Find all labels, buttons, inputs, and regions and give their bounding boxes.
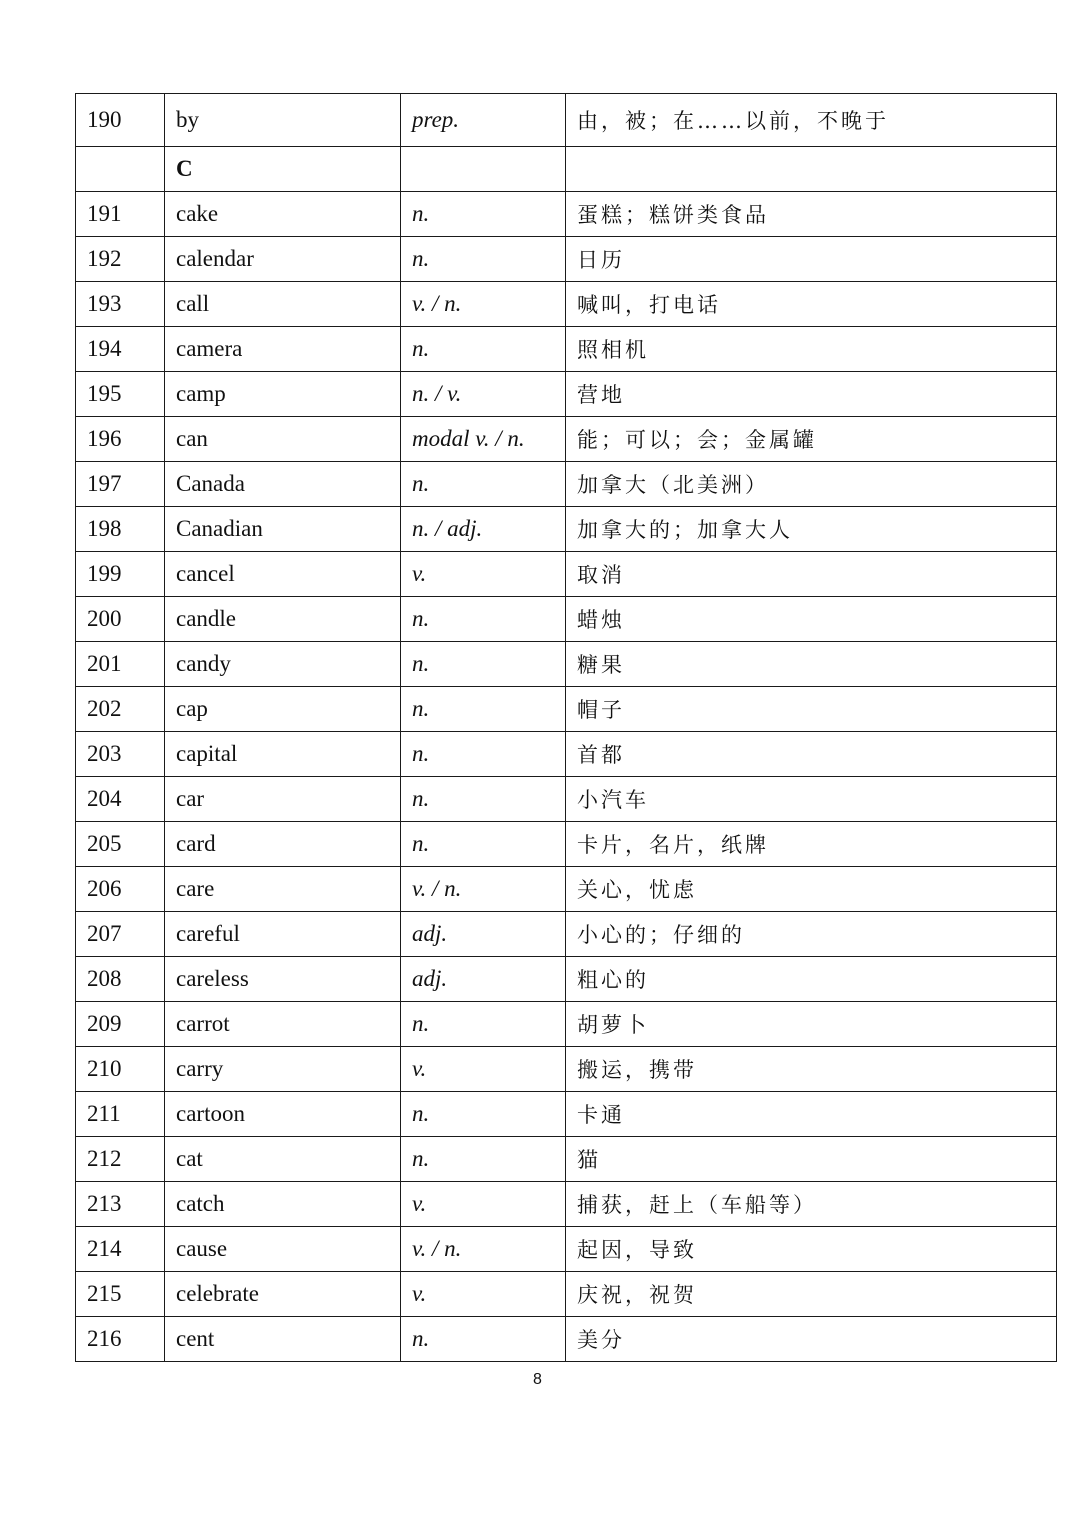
entry-meaning: 喊叫，打电话	[566, 282, 1057, 327]
vocab-row	[76, 94, 1057, 147]
entry-meaning: 日历	[566, 237, 1057, 282]
entry-number: 215	[76, 1272, 165, 1317]
entry-meaning: 关心，忧虑	[566, 867, 1057, 912]
entry-word: cause	[165, 1227, 401, 1272]
entry-number: 206	[76, 867, 165, 912]
entry-word: careless	[165, 957, 401, 1002]
entry-meaning: 蛋糕；糕饼类食品	[566, 192, 1057, 237]
entry-number: 203	[76, 732, 165, 777]
entry-meaning: 糖果	[566, 642, 1057, 687]
section-meaning-cell	[566, 147, 1057, 192]
section-pos-cell	[401, 147, 566, 192]
entry-word: careful	[165, 912, 401, 957]
entry-number: 197	[76, 462, 165, 507]
entry-word: candle	[165, 597, 401, 642]
entry-word: cat	[165, 1137, 401, 1182]
vocab-row	[76, 642, 1057, 687]
entry-word: by	[165, 94, 401, 147]
entry-number: 198	[76, 507, 165, 552]
entry-number: 201	[76, 642, 165, 687]
entry-part-of-speech: n.	[401, 1317, 566, 1362]
entry-number: 210	[76, 1047, 165, 1092]
entry-meaning: 首都	[566, 732, 1057, 777]
entry-part-of-speech: prep.	[401, 94, 566, 147]
entry-part-of-speech: n.	[401, 237, 566, 282]
entry-part-of-speech: v. / n.	[401, 282, 566, 327]
entry-part-of-speech: n.	[401, 192, 566, 237]
vocab-row	[76, 1227, 1057, 1272]
entry-number: 193	[76, 282, 165, 327]
vocab-row	[76, 1272, 1057, 1317]
entry-number: 207	[76, 912, 165, 957]
entry-word: care	[165, 867, 401, 912]
vocab-row	[76, 237, 1057, 282]
vocab-row	[76, 372, 1057, 417]
page-number: 8	[533, 1371, 542, 1388]
entry-meaning: 加拿大的；加拿大人	[566, 507, 1057, 552]
entry-word: celebrate	[165, 1272, 401, 1317]
entry-meaning: 帽子	[566, 687, 1057, 732]
entry-part-of-speech: v. / n.	[401, 1227, 566, 1272]
vocab-row	[76, 1182, 1057, 1227]
entry-part-of-speech: n.	[401, 642, 566, 687]
section-header-row	[76, 147, 1057, 192]
vocab-row	[76, 687, 1057, 732]
vocab-row	[76, 777, 1057, 822]
entry-meaning: 小心的；仔细的	[566, 912, 1057, 957]
entry-number: 190	[76, 94, 165, 147]
entry-part-of-speech: n.	[401, 777, 566, 822]
vocab-row	[76, 462, 1057, 507]
vocab-row	[76, 192, 1057, 237]
entry-word: cancel	[165, 552, 401, 597]
entry-part-of-speech: n.	[401, 1092, 566, 1137]
entry-number: 200	[76, 597, 165, 642]
entry-number: 212	[76, 1137, 165, 1182]
entry-meaning: 由，被；在……以前，不晚于	[566, 94, 1057, 147]
entry-meaning: 蜡烛	[566, 597, 1057, 642]
entry-part-of-speech: n. / v.	[401, 372, 566, 417]
entry-part-of-speech: n.	[401, 1002, 566, 1047]
entry-word: calendar	[165, 237, 401, 282]
entry-part-of-speech: v. / n.	[401, 867, 566, 912]
entry-meaning: 搬运，携带	[566, 1047, 1057, 1092]
entry-meaning: 卡通	[566, 1092, 1057, 1137]
vocab-row	[76, 507, 1057, 552]
entry-part-of-speech: modal v. / n.	[401, 417, 566, 462]
entry-number: 194	[76, 327, 165, 372]
entry-word: car	[165, 777, 401, 822]
vocab-row	[76, 1002, 1057, 1047]
entry-number: 196	[76, 417, 165, 462]
entry-part-of-speech: v.	[401, 1272, 566, 1317]
vocab-row	[76, 282, 1057, 327]
entry-word: cartoon	[165, 1092, 401, 1137]
entry-word: can	[165, 417, 401, 462]
vocab-row	[76, 822, 1057, 867]
section-number-cell	[76, 147, 165, 192]
entry-number: 191	[76, 192, 165, 237]
entry-part-of-speech: n. / adj.	[401, 507, 566, 552]
vocab-row	[76, 552, 1057, 597]
entry-meaning: 取消	[566, 552, 1057, 597]
entry-number: 192	[76, 237, 165, 282]
vocab-row	[76, 957, 1057, 1002]
entry-part-of-speech: n.	[401, 732, 566, 777]
entry-meaning: 粗心的	[566, 957, 1057, 1002]
vocab-row	[76, 417, 1057, 462]
entry-part-of-speech: n.	[401, 822, 566, 867]
entry-meaning: 美分	[566, 1317, 1057, 1362]
entry-meaning: 卡片，名片，纸牌	[566, 822, 1057, 867]
entry-word: card	[165, 822, 401, 867]
entry-word: camera	[165, 327, 401, 372]
entry-meaning: 加拿大（北美洲）	[566, 462, 1057, 507]
entry-word: Canada	[165, 462, 401, 507]
vocab-row	[76, 912, 1057, 957]
entry-part-of-speech: n.	[401, 1137, 566, 1182]
entry-number: 208	[76, 957, 165, 1002]
vocab-row	[76, 1092, 1057, 1137]
section-letter: C	[165, 147, 401, 192]
entry-number: 213	[76, 1182, 165, 1227]
entry-word: capital	[165, 732, 401, 777]
entry-part-of-speech: n.	[401, 597, 566, 642]
vocab-row	[76, 327, 1057, 372]
entry-number: 214	[76, 1227, 165, 1272]
vocabulary-table	[75, 93, 1057, 1362]
entry-number: 209	[76, 1002, 165, 1047]
entry-part-of-speech: adj.	[401, 957, 566, 1002]
entry-part-of-speech: n.	[401, 462, 566, 507]
entry-number: 199	[76, 552, 165, 597]
entry-word: carry	[165, 1047, 401, 1092]
vocab-row	[76, 597, 1057, 642]
entry-part-of-speech: v.	[401, 1182, 566, 1227]
entry-word: call	[165, 282, 401, 327]
vocab-row	[76, 732, 1057, 777]
entry-meaning: 胡萝卜	[566, 1002, 1057, 1047]
entry-part-of-speech: adj.	[401, 912, 566, 957]
entry-part-of-speech: v.	[401, 552, 566, 597]
entry-word: candy	[165, 642, 401, 687]
entry-meaning: 能；可以；会；金属罐	[566, 417, 1057, 462]
entry-number: 204	[76, 777, 165, 822]
vocab-row	[76, 1317, 1057, 1362]
entry-word: Canadian	[165, 507, 401, 552]
entry-meaning: 庆祝，祝贺	[566, 1272, 1057, 1317]
entry-meaning: 营地	[566, 372, 1057, 417]
vocab-row	[76, 1047, 1057, 1092]
entry-word: carrot	[165, 1002, 401, 1047]
entry-word: camp	[165, 372, 401, 417]
entry-number: 202	[76, 687, 165, 732]
entry-part-of-speech: n.	[401, 327, 566, 372]
entry-number: 211	[76, 1092, 165, 1137]
entry-word: cap	[165, 687, 401, 732]
entry-meaning: 猫	[566, 1137, 1057, 1182]
entry-part-of-speech: v.	[401, 1047, 566, 1092]
entry-meaning: 照相机	[566, 327, 1057, 372]
entry-number: 216	[76, 1317, 165, 1362]
entry-word: cent	[165, 1317, 401, 1362]
entry-word: cake	[165, 192, 401, 237]
entry-meaning: 捕获，赶上（车船等）	[566, 1182, 1057, 1227]
entry-word: catch	[165, 1182, 401, 1227]
entry-meaning: 起因，导致	[566, 1227, 1057, 1272]
entry-meaning: 小汽车	[566, 777, 1057, 822]
entry-part-of-speech: n.	[401, 687, 566, 732]
entry-number: 205	[76, 822, 165, 867]
vocab-row	[76, 1137, 1057, 1182]
vocab-row	[76, 867, 1057, 912]
entry-number: 195	[76, 372, 165, 417]
